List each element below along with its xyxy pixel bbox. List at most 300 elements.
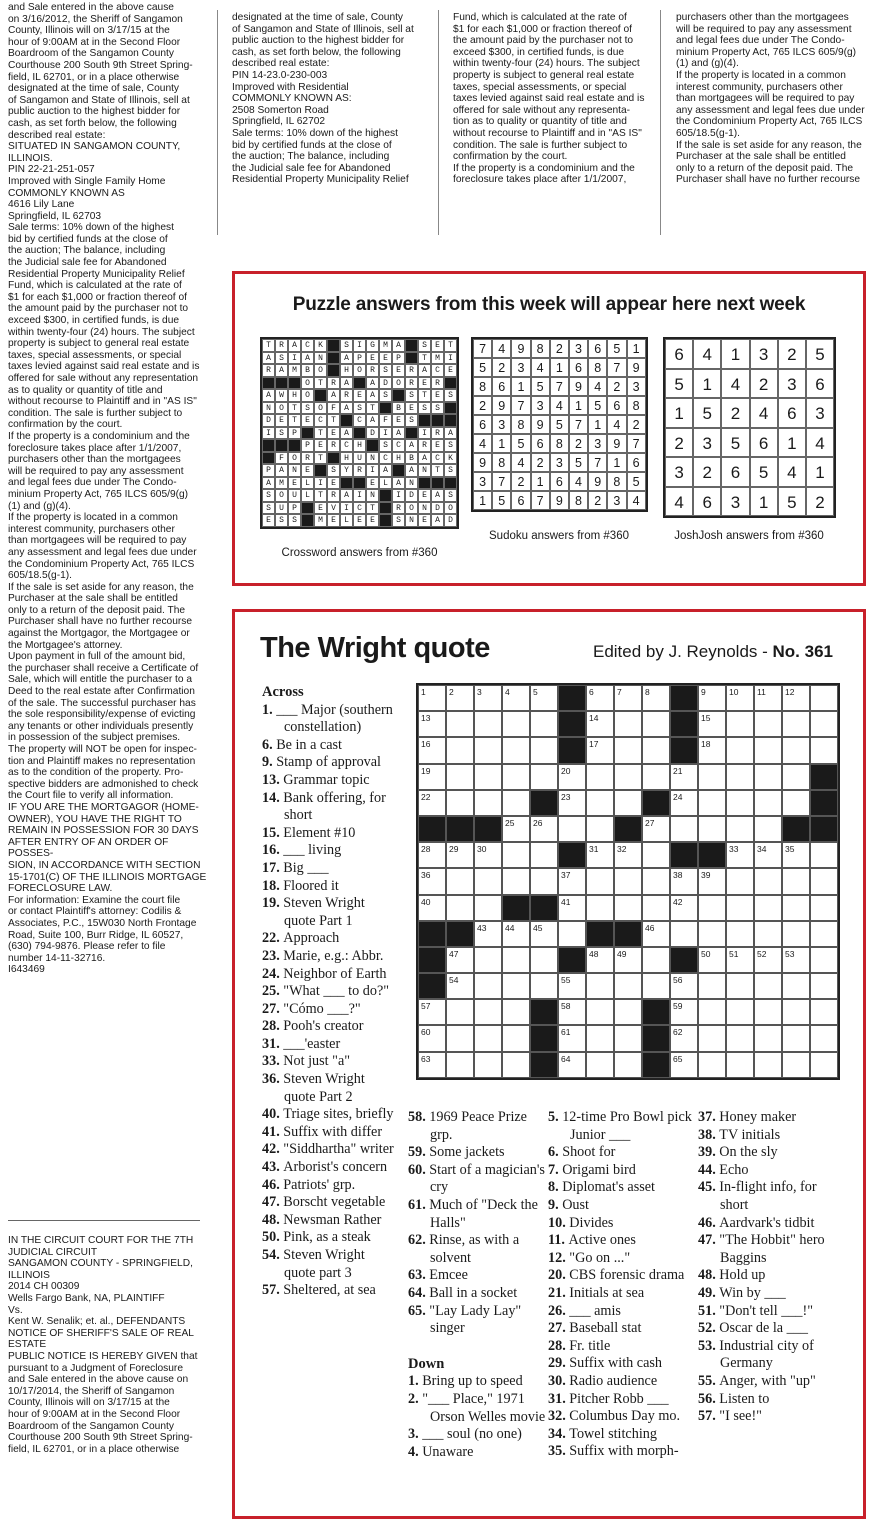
answer-block-cell [379,402,392,415]
grid-entry-cell[interactable]: 8 [642,685,670,711]
grid-entry-cell[interactable] [614,1025,642,1051]
grid-entry-cell[interactable] [782,973,810,999]
grid-entry-cell[interactable] [782,737,810,763]
grid-entry-cell[interactable] [726,1052,754,1078]
grid-entry-cell[interactable]: 53 [782,947,810,973]
answer-letter-cell: E [353,514,366,527]
answer-block-cell [327,452,340,465]
grid-entry-cell[interactable]: 58 [558,999,586,1025]
clue-number: 1. [408,1373,423,1390]
grid-entry-cell[interactable]: 4 [502,685,530,711]
grid-entry-cell[interactable] [782,790,810,816]
grid-entry-cell[interactable] [474,764,502,790]
answer-letter-cell: C [340,439,353,452]
grid-entry-cell[interactable]: 52 [754,947,782,973]
grid-entry-cell[interactable]: 39 [698,868,726,894]
grid-entry-cell[interactable]: 28 [418,842,446,868]
grid-entry-cell[interactable]: 47 [446,947,474,973]
grid-entry-cell[interactable]: 50 [698,947,726,973]
down-clue [698,1109,838,1127]
clue-number: 9. [548,1196,563,1213]
grid-entry-cell[interactable] [698,1052,726,1078]
grid-entry-cell[interactable] [530,973,558,999]
sudoku-cell: 1 [569,396,588,415]
grid-entry-cell[interactable] [530,764,558,790]
grid-entry-cell[interactable] [530,947,558,973]
grid-entry-cell[interactable] [726,816,754,842]
answer-block-cell [405,427,418,440]
grid-entry-cell[interactable] [474,868,502,894]
grid-entry-cell[interactable] [754,816,782,842]
answer-letter-cell: A [444,427,457,440]
grid-entry-cell[interactable]: 35 [782,842,810,868]
grid-entry-cell[interactable] [502,947,530,973]
grid-entry-cell[interactable] [446,1025,474,1051]
answer-block-cell [405,339,418,352]
clue-number: 60. [408,1161,430,1178]
grid-entry-cell[interactable] [698,764,726,790]
grid-entry-cell[interactable]: 37 [558,868,586,894]
grid-entry-cell[interactable] [614,711,642,737]
grid-entry-cell[interactable] [698,790,726,816]
grid-entry-cell[interactable]: 45 [530,921,558,947]
grid-entry-cell[interactable] [502,737,530,763]
grid-entry-cell[interactable] [446,737,474,763]
grid-entry-cell[interactable] [810,737,838,763]
grid-entry-cell[interactable]: 21 [670,764,698,790]
grid-block-cell [586,921,614,947]
sudoku-cell: 5 [627,472,646,491]
grid-entry-cell[interactable]: 32 [614,842,642,868]
grid-entry-cell[interactable] [474,973,502,999]
grid-entry-cell[interactable]: 1 [418,685,446,711]
grid-entry-cell[interactable]: 46 [642,921,670,947]
across-clue [262,842,394,860]
grid-entry-cell[interactable]: 42 [670,895,698,921]
sudoku-cell: 1 [511,377,530,396]
grid-entry-cell[interactable] [614,1052,642,1078]
grid-entry-cell[interactable] [810,947,838,973]
sudoku-cell: 7 [473,339,492,358]
answer-letter-cell: E [444,364,457,377]
grid-entry-cell[interactable]: 36 [418,868,446,894]
grid-entry-cell[interactable] [726,999,754,1025]
grid-entry-cell[interactable] [614,999,642,1025]
grid-block-cell [670,711,698,737]
grid-entry-cell[interactable] [446,1052,474,1078]
grid-entry-cell[interactable] [698,895,726,921]
across-clue [262,966,394,984]
grid-entry-cell[interactable]: 20 [558,764,586,790]
grid-entry-cell[interactable] [474,790,502,816]
sudoku-cell: 6 [607,396,626,415]
grid-entry-cell[interactable]: 64 [558,1052,586,1078]
joshjosh-cell: 5 [750,457,778,487]
grid-entry-cell[interactable] [530,711,558,737]
clue-text: ___'easter [283,1035,341,1052]
grid-entry-cell[interactable] [642,737,670,763]
sudoku-cell: 8 [627,396,646,415]
clue-text: Grammar topic [283,771,370,788]
grid-entry-cell[interactable] [754,973,782,999]
answer-block-cell [405,352,418,365]
joshjosh-cell: 2 [778,339,806,369]
answer-block-cell [418,414,431,427]
grid-entry-cell[interactable] [586,973,614,999]
grid-entry-cell[interactable] [754,895,782,921]
grid-entry-cell[interactable] [614,764,642,790]
answer-block-cell [431,414,444,427]
grid-entry-cell[interactable] [810,685,838,711]
answer-letter-cell: A [340,489,353,502]
answer-letter-cell: T [288,402,301,415]
grid-block-cell [530,895,558,921]
grid-entry-cell[interactable] [446,895,474,921]
sudoku-cell: 3 [492,415,511,434]
grid-entry-cell[interactable]: 6 [586,685,614,711]
grid-entry-cell[interactable]: 16 [418,737,446,763]
grid-entry-cell[interactable]: 54 [446,973,474,999]
grid-entry-cell[interactable] [474,711,502,737]
grid-entry-cell[interactable] [586,790,614,816]
grid-entry-cell[interactable]: 29 [446,842,474,868]
clue-text: ___ amis [569,1302,621,1319]
grid-entry-cell[interactable] [754,790,782,816]
grid-entry-cell[interactable]: 41 [558,895,586,921]
grid-entry-cell[interactable] [782,1025,810,1051]
grid-entry-cell[interactable]: 56 [670,973,698,999]
joshjosh-cell: 4 [693,339,721,369]
grid-entry-cell[interactable] [642,842,670,868]
grid-entry-cell[interactable] [642,973,670,999]
answer-letter-cell: S [418,402,431,415]
grid-entry-cell[interactable] [726,895,754,921]
grid-entry-cell[interactable] [810,973,838,999]
grid-entry-cell[interactable] [502,973,530,999]
grid-entry-cell[interactable]: 17 [586,737,614,763]
grid-entry-cell[interactable] [754,921,782,947]
grid-entry-cell[interactable] [474,1025,502,1051]
down-clue [548,1426,698,1444]
answer-letter-cell: U [275,502,288,515]
grid-entry-cell[interactable] [446,868,474,894]
grid-entry-cell[interactable] [754,999,782,1025]
answer-letter-cell: B [405,452,418,465]
clue-number: 1. [262,701,277,718]
clue-number: 3. [408,1426,423,1443]
grid-entry-cell[interactable] [474,737,502,763]
answer-block-cell [444,477,457,490]
sudoku-cell: 6 [473,415,492,434]
clue-number: 13. [262,771,284,788]
joshjosh-cell: 5 [778,487,806,517]
sudoku-cell: 5 [473,358,492,377]
grid-entry-cell[interactable] [726,711,754,737]
grid-entry-cell[interactable] [698,921,726,947]
sudoku-cell: 2 [492,358,511,377]
sudoku-cell: 8 [473,377,492,396]
clue-number: 57. [262,1282,284,1299]
grid-entry-cell[interactable] [782,999,810,1025]
grid-entry-cell[interactable] [782,764,810,790]
clue-text: Shoot for [562,1144,616,1161]
grid-entry-cell[interactable]: 15 [698,711,726,737]
grid-entry-cell[interactable]: 40 [418,895,446,921]
grid-entry-cell[interactable]: 63 [418,1052,446,1078]
grid-entry-cell[interactable] [530,868,558,894]
grid-entry-cell[interactable] [810,1025,838,1051]
answer-letter-cell: A [418,452,431,465]
grid-entry-cell[interactable] [642,868,670,894]
grid-entry-cell[interactable] [586,999,614,1025]
grid-entry-cell[interactable] [810,895,838,921]
clue-number: 31. [548,1390,570,1407]
answer-letter-cell: C [301,339,314,352]
grid-entry-cell[interactable]: 33 [726,842,754,868]
grid-entry-cell[interactable]: 23 [558,790,586,816]
answer-letter-cell: O [301,389,314,402]
answer-block-cell [327,339,340,352]
across-clue [262,1071,394,1106]
grid-entry-cell[interactable]: 14 [586,711,614,737]
grid-entry-cell[interactable]: 19 [418,764,446,790]
grid-entry-cell[interactable]: 11 [754,685,782,711]
answer-letter-cell: S [405,389,418,402]
grid-entry-cell[interactable] [754,711,782,737]
across-clue [408,1232,548,1267]
grid-entry-cell[interactable] [614,895,642,921]
grid-entry-cell[interactable]: 48 [586,947,614,973]
across-clue [262,895,394,930]
answer-letter-cell: E [275,414,288,427]
sudoku-cell: 3 [550,453,569,472]
grid-entry-cell[interactable] [586,1025,614,1051]
grid-entry-cell[interactable] [446,999,474,1025]
grid-entry-cell[interactable] [502,711,530,737]
grid-entry-cell[interactable] [614,737,642,763]
grid-entry-cell[interactable] [474,895,502,921]
answer-letter-cell: T [444,339,457,352]
answer-letter-cell: O [353,364,366,377]
grid-entry-cell[interactable] [474,1052,502,1078]
grid-entry-cell[interactable] [810,921,838,947]
grid-entry-cell[interactable]: 2 [446,685,474,711]
grid-entry-cell[interactable] [698,973,726,999]
grid-entry-cell[interactable]: 24 [670,790,698,816]
joshjosh-cell: 4 [778,457,806,487]
grid-entry-cell[interactable]: 3 [474,685,502,711]
grid-entry-cell[interactable]: 60 [418,1025,446,1051]
grid-entry-cell[interactable] [754,764,782,790]
grid-entry-cell[interactable] [754,1052,782,1078]
grid-entry-cell[interactable]: 30 [474,842,502,868]
grid-entry-cell[interactable] [726,973,754,999]
clue-text: Some jackets [429,1144,505,1161]
sudoku-cell: 9 [627,358,646,377]
grid-entry-cell[interactable] [642,947,670,973]
grid-entry-cell[interactable] [502,999,530,1025]
clue-number: 40. [262,1106,284,1123]
answer-letter-cell: N [366,452,379,465]
grid-block-cell [446,816,474,842]
grid-entry-cell[interactable] [782,868,810,894]
grid-entry-cell[interactable] [726,868,754,894]
grid-entry-cell[interactable] [726,790,754,816]
clue-number: 38. [698,1126,720,1143]
across-clue [262,1194,394,1212]
answer-letter-cell: S [301,402,314,415]
grid-entry-cell[interactable] [614,790,642,816]
grid-entry-cell[interactable] [810,842,838,868]
grid-entry-cell[interactable] [754,868,782,894]
answer-letter-cell: L [340,514,353,527]
grid-entry-cell[interactable] [446,790,474,816]
grid-entry-cell[interactable]: 13 [418,711,446,737]
grid-entry-cell[interactable] [502,842,530,868]
clue-number: 24. [262,965,284,982]
grid-entry-cell[interactable] [782,921,810,947]
clue-number: 30. [548,1372,570,1389]
grid-entry-cell[interactable] [586,895,614,921]
grid-entry-cell[interactable] [586,868,614,894]
grid-entry-cell[interactable]: 65 [670,1052,698,1078]
grid-entry-cell[interactable] [698,816,726,842]
answer-letter-cell: S [405,414,418,427]
grid-entry-cell[interactable] [530,842,558,868]
down-clue [548,1408,698,1426]
grid-entry-cell[interactable]: 51 [726,947,754,973]
clue-text: Active ones [568,1232,636,1249]
grid-entry-cell[interactable] [530,737,558,763]
grid-entry-cell[interactable] [698,999,726,1025]
grid-entry-cell[interactable] [726,1025,754,1051]
answer-block-cell [418,477,431,490]
answer-block-cell [327,364,340,377]
answer-letter-cell: N [288,464,301,477]
answer-block-cell [327,352,340,365]
grid-entry-cell[interactable]: 27 [642,816,670,842]
answer-letter-cell: E [327,514,340,527]
grid-entry-cell[interactable] [810,711,838,737]
grid-entry-cell[interactable]: 49 [614,947,642,973]
grid-entry-cell[interactable]: 61 [558,1025,586,1051]
grid-entry-cell[interactable] [474,947,502,973]
answer-block-cell [379,502,392,515]
sudoku-cell: 6 [569,358,588,377]
grid-entry-cell[interactable] [754,737,782,763]
grid-block-cell [670,842,698,868]
legal-notice-column-3: Fund, which is calculated at the rate of $1 for each $1,000 or fraction thereof of the amount paid by the purchaser not to exceed $300, in certified funds, is due within twenty-four (24) hours. The subject property is subject to general real estate taxes, special assessments, or special taxes levied against said real estate and is offered for sale without any representa- tion as to quality or quantity of title and without recourse to Plaintiff and in "AS IS" condition. The sale is further subject to confirmation by the court. If the property is a condominium and the foreclosure takes place after 1/1/2007, [453,12,645,186]
clue-number: 29. [548,1355,570,1372]
clues-column-3 [548,1109,698,1461]
grid-entry-cell[interactable] [726,764,754,790]
grid-entry-cell[interactable]: 12 [782,685,810,711]
grid-entry-cell[interactable]: 43 [474,921,502,947]
grid-entry-cell[interactable]: 18 [698,737,726,763]
grid-entry-cell[interactable] [502,868,530,894]
grid-entry-cell[interactable]: 9 [698,685,726,711]
grid-entry-cell[interactable] [642,764,670,790]
grid-entry-cell[interactable] [810,868,838,894]
sudoku-cell: 8 [569,491,588,510]
grid-entry-cell[interactable] [614,868,642,894]
crossword-grid[interactable] [416,683,840,1080]
grid-entry-cell[interactable] [670,921,698,947]
grid-entry-cell[interactable] [810,1052,838,1078]
grid-entry-cell[interactable]: 59 [670,999,698,1025]
grid-entry-cell[interactable] [726,737,754,763]
grid-entry-cell[interactable] [586,764,614,790]
clue-number: 19. [262,895,284,912]
grid-entry-cell[interactable] [670,816,698,842]
grid-entry-cell[interactable]: 22 [418,790,446,816]
grid-entry-cell[interactable] [614,973,642,999]
grid-entry-cell[interactable]: 5 [530,685,558,711]
grid-entry-cell[interactable]: 26 [530,816,558,842]
grid-entry-cell[interactable] [502,1052,530,1078]
clue-text: "Don't tell ___!" [719,1302,814,1319]
answer-letter-cell: A [340,352,353,365]
grid-entry-cell[interactable] [586,1052,614,1078]
clue-text: ___ soul (no one) [422,1426,522,1443]
sudoku-cell: 5 [531,377,550,396]
down-clue [408,1391,548,1426]
grid-block-cell [530,1052,558,1078]
grid-entry-cell[interactable]: 57 [418,999,446,1025]
clue-number: 14. [262,789,284,806]
answer-letter-cell: I [366,464,379,477]
grid-entry-cell[interactable] [726,921,754,947]
grid-entry-cell[interactable]: 38 [670,868,698,894]
grid-entry-cell[interactable] [558,816,586,842]
grid-entry-cell[interactable]: 44 [502,921,530,947]
answer-letter-cell: S [275,352,288,365]
grid-entry-cell[interactable]: 34 [754,842,782,868]
grid-entry-cell[interactable] [782,1052,810,1078]
grid-entry-cell[interactable] [810,999,838,1025]
grid-entry-cell[interactable] [782,711,810,737]
grid-entry-cell[interactable] [586,816,614,842]
answer-letter-cell: C [379,452,392,465]
answer-letter-cell: N [314,352,327,365]
grid-entry-cell[interactable] [558,921,586,947]
grid-entry-cell[interactable] [474,999,502,1025]
clue-text: "Lay Lady Lay" singer [429,1302,522,1337]
grid-entry-cell[interactable] [698,1025,726,1051]
grid-entry-cell[interactable]: 25 [502,816,530,842]
grid-entry-cell[interactable] [502,764,530,790]
sudoku-cell: 8 [492,453,511,472]
grid-entry-cell[interactable] [502,1025,530,1051]
grid-entry-cell[interactable] [642,711,670,737]
grid-entry-cell[interactable]: 10 [726,685,754,711]
sudoku-cell: 2 [569,434,588,453]
grid-entry-cell[interactable]: 62 [670,1025,698,1051]
answer-letter-cell: P [262,464,275,477]
grid-entry-cell[interactable] [446,711,474,737]
grid-entry-cell[interactable] [642,895,670,921]
answer-letter-cell: S [275,427,288,440]
grid-entry-cell[interactable] [446,764,474,790]
grid-entry-cell[interactable]: 31 [586,842,614,868]
grid-entry-cell[interactable] [502,790,530,816]
grid-entry-cell[interactable] [782,895,810,921]
grid-entry-cell[interactable] [754,1025,782,1051]
grid-entry-cell[interactable]: 55 [558,973,586,999]
across-clues-column [262,684,394,1300]
clue-number: 55. [698,1372,720,1389]
grid-entry-cell[interactable]: 7 [614,685,642,711]
